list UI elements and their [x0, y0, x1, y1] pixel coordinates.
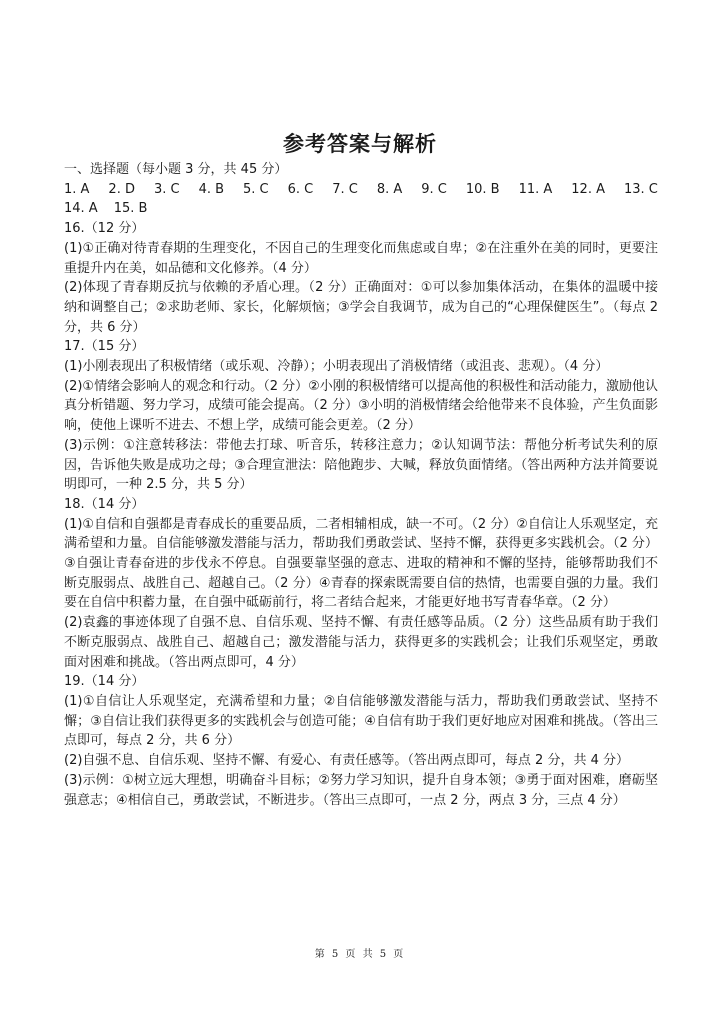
mcq-answer: 15. B: [113, 201, 148, 217]
mcq-answers-row-2: [64, 199, 658, 219]
mcq-answer: 1. A: [64, 181, 90, 197]
q18-answer-1: (1)①自信和自强都是青春成长的重要品质，二者相辅相成，缺一不可。（2 分）②自信让人乐观坚定，充满希望和力量。自信能够激发潜能与活力，帮助我们勇敢尝试、坚持不懈，获得更多实践机会。（2 分）③自强让青春奋进的步伐永不停息。自强要靠坚强的意志、进取的精神和不懈的坚持，能够帮助我们不断克服弱点、战胜自己、超越自己。（2 分）④青春的探索既需要自信的热情，也需要自强的力量。我们要在自信中积蓄力量，在自强中砥砺前行，将二者结合起来，才能更好地书写青春华章。（2 分）: [64, 516, 658, 611]
mcq-answer: 14. A: [64, 201, 98, 217]
q19-answer-2: (2)自强不息、自信乐观、坚持不懈、有爱心、有责任感等。（答出两点即可，每点 2 分，共 4 分）: [64, 753, 629, 769]
page-title: 参考答案与解析: [283, 132, 437, 156]
mcq-answer: 10. B: [465, 181, 500, 197]
mcq-answer: 6. C: [287, 181, 314, 197]
mcq-answer: 7. C: [332, 181, 358, 197]
page-footer: 第 5 页 共 5 页: [314, 949, 406, 960]
q17-answer-2: (2)①情绪会影响人的观念和行动。（2 分）②小刚的积极情绪可以提高他的积极性和活动能力，激励他认真分析错题、努力学习，成绩可能会提高。（2 分）③小明的消极情绪会给他带来不良体验，产生负面影响，使他上课听不进去、不想上学，成绩可能会更差。（2 分）: [64, 378, 658, 434]
mcq-answers-row-1: [64, 180, 658, 200]
mcq-answer: 13. C: [623, 181, 658, 197]
q17-heading: 17.（15 分）: [64, 339, 145, 355]
q19-answer-1: (1)①自信让人乐观坚定，充满希望和力量；②自信能够激发潜能与活力，帮助我们勇敢尝试、坚持不懈；③自信让我们获得更多的实践机会与创造可能；④自信有助于我们更好地应对困难和挑战。（答出三点即可，每点 2 分，共 6 分）: [64, 693, 658, 749]
q19-heading: 19.（14 分）: [64, 674, 145, 690]
q19-answer-3: (3)示例：①树立远大理想，明确奋斗目标；②努力学习知识，提升自身本领；③勇于面对困难，磨砺坚强意志；④相信自己，勇敢尝试，不断进步。（答出三点即可，一点 2 分，两点 3 分，三点 4 分）: [64, 772, 658, 808]
q17-answer-3: (3)示例：①注意转移法：带他去打球、听音乐，转移注意力；②认知调节法：帮他分析考试失利的原因，告诉他失败是成功之母；③合理宣泄法：陪他跑步、大喊，释放负面情绪。（答出两种方法并简要说明即可，一种 2.5 分，共 5 分）: [64, 437, 658, 493]
mcq-heading: 一、选择题（每小题 3 分，共 45 分）: [64, 162, 288, 177]
mcq-answer: 3. C: [153, 181, 180, 197]
mcq-answer: 5. C: [243, 181, 269, 197]
mcq-answer: 2. D: [108, 181, 135, 197]
q18-heading: 18.（14 分）: [64, 496, 145, 512]
q18-answer-2: (2)袁鑫的事迹体现了自强不息、自信乐观、坚持不懈、有责任感等品质。（2 分）这些品质有助于我们不断克服弱点、战胜自己、超越自己；激发潜能与活力，获得更多的实践机会；让我们乐观坚定，勇敢面对困难和挑战。（答出两点即可，4 分）: [64, 615, 658, 670]
q17-answer-1: (1)小刚表现出了积极情绪（或乐观、冷静）；小明表现出了消极情绪（或沮丧、悲观）。（4 分）: [64, 359, 609, 375]
q16-answer-2: (2)体现了青春期反抗与依赖的矛盾心理。（2 分）正确面对：①可以参加集体活动，在集体的温暖中接纳和调整自己；②求助老师、家长，化解烦恼；③学会自我调节，成为自己的“心理保健医生”。（每点 2 分，共 6 分）: [64, 280, 658, 335]
mcq-answer: 9. C: [421, 181, 447, 197]
mcq-answer: 4. B: [198, 181, 225, 197]
mcq-answer: 11. A: [518, 181, 553, 197]
q16-answer-1: (1)①正确对待青春期的生理变化，不因自己的生理变化而焦虑或自卑；②在注重外在美的同时，更要注重提升内在美，如品德和文化修养。（4 分）: [64, 240, 658, 276]
q16-heading: 16.（12 分）: [64, 221, 145, 237]
mcq-answer: 8. A: [376, 181, 403, 197]
answer-content: [64, 160, 658, 810]
mcq-answer: 12. A: [571, 181, 605, 197]
